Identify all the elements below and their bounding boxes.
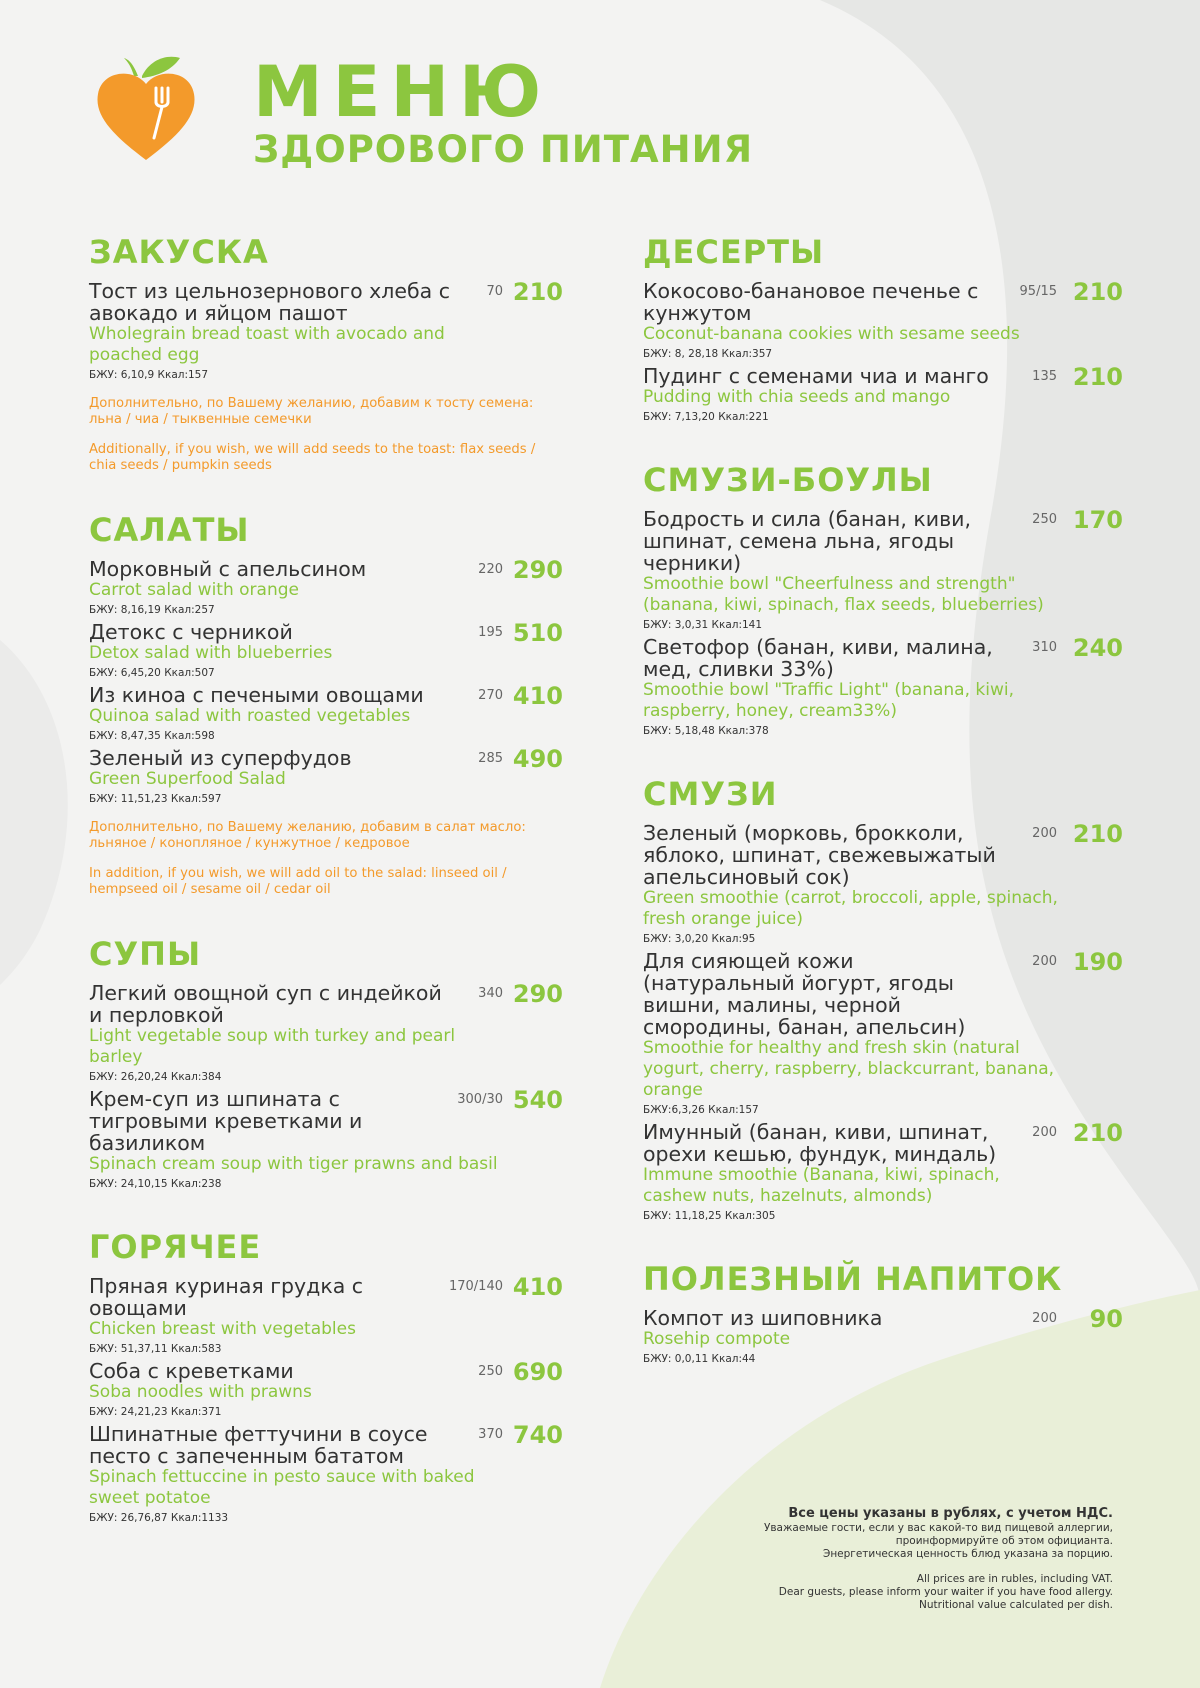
nutrition-info: БЖУ: 51,37,11 Ккал:583 xyxy=(89,1343,222,1355)
nutrition-info: БЖУ: 8,47,35 Ккал:598 xyxy=(89,730,215,742)
footer-nutrition-note-en: Nutritional value calculated per dish. xyxy=(919,1599,1113,1611)
dish-price: 210 xyxy=(1072,1119,1123,1147)
nutrition-info: БЖУ: 8, 28,18 Ккал:357 xyxy=(643,348,773,360)
dish-price: 540 xyxy=(512,1086,563,1114)
footer-allergy-note-ru: Уважаемые гости, если у вас какой-то вид пищевой аллергии, xyxy=(763,1522,1113,1534)
nutrition-info: БЖУ: 3,0,20 Ккал:95 xyxy=(643,933,756,945)
section-title: ГОРЯЧЕЕ xyxy=(89,1228,262,1266)
dish-name-ru: Светофор (банан, киви, малина, мед, сливки 33%) xyxy=(643,635,993,681)
nutrition-info: БЖУ: 11,18,25 Ккал:305 xyxy=(643,1210,776,1222)
nutrition-info: БЖУ: 5,18,48 Ккал:378 xyxy=(643,725,769,737)
nutrition-info: БЖУ: 6,45,20 Ккал:507 xyxy=(89,667,215,679)
dish-weight: 300/30 xyxy=(457,1092,503,1107)
nutrition-info: БЖУ: 26,20,24 Ккал:384 xyxy=(89,1071,222,1083)
nutrition-info: БЖУ: 6,10,9 Ккал:157 xyxy=(89,369,209,381)
dish-name-ru: Компот из шиповника xyxy=(643,1306,883,1330)
section-supy xyxy=(89,934,563,1191)
dish-price: 190 xyxy=(1072,948,1123,976)
menu-item xyxy=(89,1088,563,1191)
dish-price: 170 xyxy=(1072,506,1123,534)
section-napitok xyxy=(643,1259,1123,1366)
menu-item xyxy=(89,558,563,617)
dish-weight: 250 xyxy=(1032,512,1057,527)
dish-name-en: Spinach fettuccine in pesto sauce with baked sweet potatoe xyxy=(89,1467,475,1508)
nutrition-info: БЖУ: 7,13,20 Ккал:221 xyxy=(643,411,769,423)
menu-item xyxy=(89,1423,563,1525)
footer-vat-note-en: All prices are in rubles, including VAT. xyxy=(916,1573,1113,1585)
addon-note-ru: Дополнительно, по Вашему желанию, добавим в салат масло: льняное / конопляное / кунжутное / кедровое xyxy=(89,820,526,851)
menu-title: МЕНЮ xyxy=(253,51,552,133)
menu-subtitle: ЗДОРОВОГО ПИТАНИЯ xyxy=(253,128,754,171)
right-column xyxy=(643,232,1123,1402)
dish-price: 210 xyxy=(512,278,563,306)
dish-name-en: Coconut-banana cookies with sesame seeds xyxy=(643,324,1020,344)
menu-item xyxy=(643,1305,1123,1366)
footer-allergy-note-en: Dear guests, please inform your waiter if you have food allergy. xyxy=(778,1586,1113,1598)
dish-name-ru: Бодрость и сила (банан, киви, шпинат, семена льна, ягоды черники) xyxy=(643,507,971,575)
section-title: ПОЛЕЗНЫЙ НАПИТОК xyxy=(643,1260,1063,1298)
section-title: СМУЗИ-БОУЛЫ xyxy=(643,461,933,499)
dish-price: 290 xyxy=(512,980,563,1008)
dish-price: 410 xyxy=(512,1273,563,1301)
dish-weight: 170/140 xyxy=(448,1279,503,1294)
section-deserty xyxy=(643,232,1123,424)
menu-item xyxy=(89,280,563,382)
heart-fork-logo-icon xyxy=(94,54,198,164)
dish-weight: 285 xyxy=(478,751,503,766)
dish-name-en: Soba noodles with prawns xyxy=(89,1382,312,1402)
dish-weight: 200 xyxy=(1032,826,1057,841)
section-title: СМУЗИ xyxy=(643,775,778,813)
nutrition-info: БЖУ: 26,76,87 Ккал:1133 xyxy=(89,1512,229,1524)
dish-price: 210 xyxy=(1072,363,1123,391)
dish-weight: 70 xyxy=(486,284,503,299)
dish-name-ru: Шпинатные феттучини в соусе песто с запеченным бататом xyxy=(89,1422,428,1468)
menu-item xyxy=(643,506,1123,632)
dish-name-ru: Кокосово-банановое печенье с кунжутом xyxy=(643,279,979,325)
dish-price: 210 xyxy=(1072,820,1123,848)
section-title: ЗАКУСКА xyxy=(89,233,269,271)
dish-weight: 135 xyxy=(1032,369,1057,384)
menu-item xyxy=(643,363,1123,424)
menu-item xyxy=(643,948,1123,1117)
dish-price: 490 xyxy=(512,745,563,773)
menu-item xyxy=(643,634,1123,738)
nutrition-info: БЖУ: 24,21,23 Ккал:371 xyxy=(89,1406,222,1418)
dish-name-en: Immune smoothie (Banana, kiwi, spinach, cashew nuts, hazelnuts, almonds) xyxy=(643,1165,1000,1206)
dish-name-en: Green smoothie (carrot, broccoli, apple, spinach, fresh orange juice) xyxy=(643,888,1058,929)
nutrition-info: БЖУ: 24,10,15 Ккал:238 xyxy=(89,1178,222,1190)
dish-weight: 250 xyxy=(478,1364,503,1379)
addon-note-ru: Дополнительно, по Вашему желанию, добавим к тосту семена: льна / чиа / тыквенные семечки xyxy=(89,396,534,427)
dish-name-en: Green Superfood Salad xyxy=(89,769,286,789)
nutrition-info: БЖУ:6,3,26 Ккал:157 xyxy=(643,1104,759,1116)
dish-name-ru: Крем-суп из шпината с тигровыми креветками и базиликом xyxy=(89,1087,363,1155)
menu-item xyxy=(643,1119,1123,1223)
menu-item xyxy=(89,747,563,806)
dish-name-en: Smoothie bowl "Traffic Light" (banana, kiwi, raspberry, honey, cream33%) xyxy=(643,680,1014,721)
section-goryachee xyxy=(89,1227,563,1525)
dish-name-ru: Из киноа с печеными овощами xyxy=(89,683,424,707)
dish-name-en: Carrot salad with orange xyxy=(89,580,299,600)
dish-name-ru: Пудинг с семенами чиа и манго xyxy=(643,364,989,388)
dish-weight: 340 xyxy=(478,986,503,1001)
section-title: ДЕСЕРТЫ xyxy=(643,233,825,271)
dish-name-en: Light vegetable soup with turkey and pearl barley xyxy=(89,1026,456,1067)
dish-name-ru: Зеленый (морковь, брокколи, яблоко, шпинат, свежевыжатый апельсиновый сок) xyxy=(643,821,996,889)
dish-name-en: Spinach cream soup with tiger prawns and basil xyxy=(89,1154,498,1174)
section-title: СУПЫ xyxy=(89,935,202,973)
footer-nutrition-note-ru: Энергетическая ценность блюд указана за порцию. xyxy=(822,1548,1113,1560)
dish-name-en: Smoothie bowl "Cheerfulness and strength" (banana, kiwi, spinach, flax seeds, blueberries) xyxy=(643,574,1044,615)
menu-item xyxy=(89,1360,563,1419)
dish-name-ru: Легкий овощной суп с индейкой и перловкой xyxy=(89,981,442,1027)
footer-notes xyxy=(653,1506,1113,1612)
section-smuzi xyxy=(643,774,1123,1223)
dish-name-en: Pudding with chia seeds and mango xyxy=(643,387,951,407)
nutrition-info: БЖУ: 3,0,31 Ккал:141 xyxy=(643,619,763,631)
dish-weight: 270 xyxy=(478,688,503,703)
dish-price: 410 xyxy=(512,682,563,710)
section-smuzi-bouly xyxy=(643,460,1123,738)
dish-price: 290 xyxy=(512,556,563,584)
dish-name-ru: Тост из цельнозернового хлеба с авокадо и яйцом пашот xyxy=(89,279,450,325)
dish-name-ru: Детокс с черникой xyxy=(89,620,293,644)
dish-name-ru: Имунный (банан, киви, шпинат, орехи кешью, фундук, миндаль) xyxy=(643,1120,997,1166)
left-column xyxy=(89,232,563,1561)
dish-price: 90 xyxy=(1089,1305,1123,1333)
dish-weight: 200 xyxy=(1032,1311,1057,1326)
menu-item xyxy=(643,278,1123,361)
dish-name-en: Quinoa salad with roasted vegetables xyxy=(89,706,411,726)
addon-note-en: In addition, if you wish, we will add oil to the salad: linseed oil / hempseed oil / sesame oil / cedar oil xyxy=(89,866,507,897)
menu-item xyxy=(89,621,563,680)
dish-name-en: Rosehip compote xyxy=(643,1329,791,1349)
dish-weight: 200 xyxy=(1032,954,1057,969)
menu-item xyxy=(89,684,563,743)
dish-name-en: Detox salad with blueberries xyxy=(89,643,333,663)
dish-weight: 370 xyxy=(478,1427,503,1442)
footer-spacer xyxy=(653,1561,1113,1573)
dish-weight: 200 xyxy=(1032,1125,1057,1140)
nutrition-info: БЖУ: 0,0,11 Ккал:44 xyxy=(643,1353,756,1365)
dish-name-ru: Морковный с апельсином xyxy=(89,557,367,581)
dish-name-ru: Зеленый из суперфудов xyxy=(89,746,352,770)
dish-name-en: Smoothie for healthy and fresh skin (natural yogurt, cherry, raspberry, blackcurrant, banana, orange xyxy=(643,1038,1055,1100)
dish-price: 240 xyxy=(1072,634,1123,662)
dish-name-ru: Для сияющей кожи (натуральный йогурт, ягоды вишни, малины, черной смородины, банан, апельсин) xyxy=(643,949,966,1039)
section-zakuska xyxy=(89,232,563,474)
dish-name-ru: Пряная куриная грудка с овощами xyxy=(89,1274,364,1320)
dish-weight: 310 xyxy=(1032,640,1057,655)
menu-item xyxy=(89,1275,563,1356)
addon-notes xyxy=(89,820,563,898)
dish-weight: 220 xyxy=(478,562,503,577)
dish-name-en: Chicken breast with vegetables xyxy=(89,1319,356,1339)
dish-price: 210 xyxy=(1072,278,1123,306)
nutrition-info: БЖУ: 8,16,19 Ккал:257 xyxy=(89,604,215,616)
nutrition-info: БЖУ: 11,51,23 Ккал:597 xyxy=(89,793,222,805)
dish-name-en: Wholegrain bread toast with avocado and poached egg xyxy=(89,324,445,365)
addon-note-en: Additionally, if you wish, we will add seeds to the toast: flax seeds / chia seeds / pumpkin seeds xyxy=(89,442,536,473)
dish-weight: 95/15 xyxy=(1019,284,1057,299)
dish-price: 510 xyxy=(512,619,563,647)
dish-price: 740 xyxy=(512,1421,563,1449)
dish-price: 690 xyxy=(512,1358,563,1386)
dish-name-ru: Соба с креветками xyxy=(89,1359,294,1383)
menu-item xyxy=(89,982,563,1084)
menu-item xyxy=(643,820,1123,946)
addon-notes xyxy=(89,396,563,474)
section-title: САЛАТЫ xyxy=(89,511,250,549)
footer-allergy-note-ru-2: проинформируйте об этом официанта. xyxy=(895,1535,1113,1547)
dish-weight: 195 xyxy=(478,625,503,640)
footer-vat-note-ru: Все цены указаны в рублях, с учетом НДС. xyxy=(788,1506,1113,1521)
section-salaty xyxy=(89,510,563,898)
